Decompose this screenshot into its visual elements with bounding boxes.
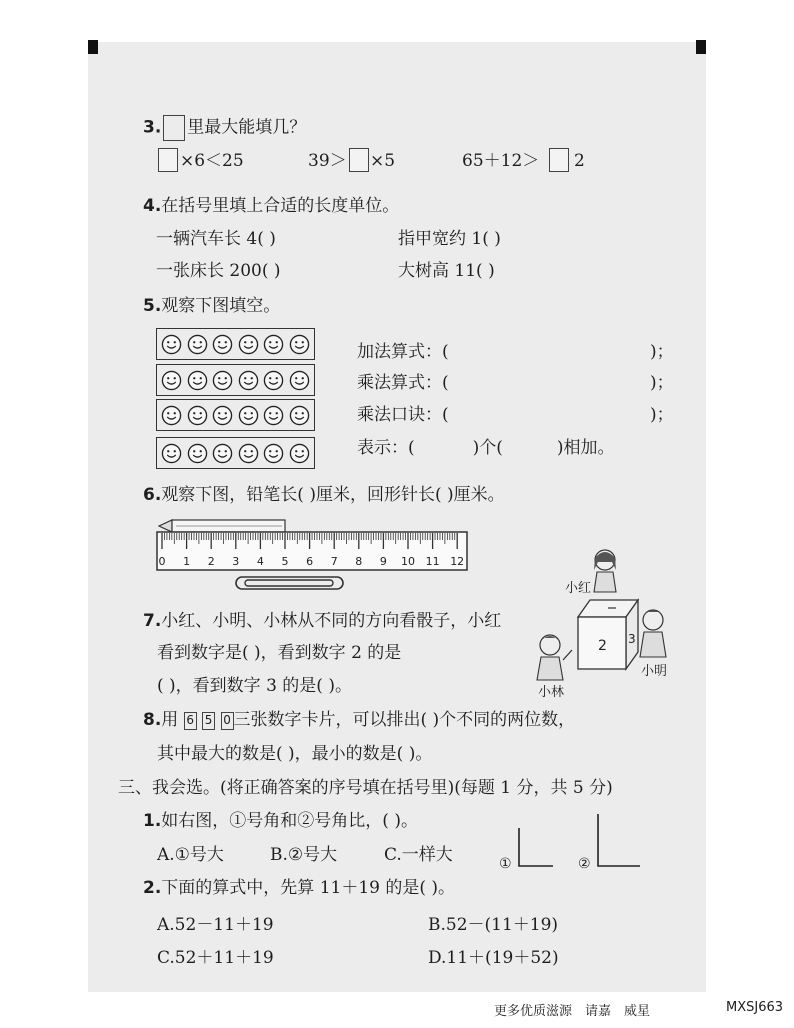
pencil: [159, 520, 285, 532]
smiley-row: [156, 437, 315, 469]
expression: 39＞: [308, 151, 347, 171]
smiley-icon: [289, 405, 310, 426]
boy-left-icon: [537, 635, 572, 680]
ruler-tick-label: 2: [207, 555, 215, 568]
smiley-icon: [263, 334, 284, 355]
smiley-icon: [263, 370, 284, 391]
bracket-close: )；: [650, 373, 674, 393]
expression: ×5: [370, 151, 396, 171]
addition-label: 加法算式：(: [357, 342, 449, 362]
smiley-icon: [289, 370, 310, 391]
smiley-icon: [161, 405, 182, 426]
multiplication-label: 乘法算式：(: [357, 373, 449, 393]
smiley-row: [156, 364, 315, 396]
smiley-icon: [238, 334, 259, 355]
angle-figure: [495, 800, 645, 872]
option-c[interactable]: C.52＋11＋19: [157, 948, 274, 968]
paper-clip: [236, 577, 343, 589]
expression: 65＋12＞: [462, 151, 540, 171]
option-a[interactable]: A.①号大: [157, 845, 224, 865]
smiley-icon: [161, 370, 182, 391]
option-b[interactable]: B.52－(11＋19): [428, 915, 559, 935]
ruler-tick-label: 8: [355, 555, 363, 568]
option-c[interactable]: C.一样大: [384, 845, 453, 865]
expression: ×6＜25: [180, 151, 244, 171]
smiley-icon: [161, 334, 182, 355]
expression: 2: [574, 151, 585, 171]
question-8-line1: 8.用 6 5 0 三张数字卡片，可以排出( )个不同的两位数，: [143, 710, 576, 730]
smiley-icon: [263, 405, 284, 426]
angle-1-label: ①: [499, 856, 512, 872]
bracket-close: )；: [650, 342, 674, 362]
ruler-tick-label: 12: [450, 555, 465, 568]
question-4-item: 一辆汽车长 4( ): [156, 229, 276, 249]
label-xiaohong: 小红: [565, 581, 592, 596]
boy-right-icon: [640, 610, 666, 657]
angle-2-label: ②: [578, 856, 591, 872]
smiley-row: [156, 399, 315, 431]
ruler-tick-label: 5: [281, 555, 289, 568]
footer-source: 更多优质滋源 请嘉 威星: [494, 1004, 651, 1019]
ruler-tick-label: 9: [379, 555, 387, 568]
question-4-item: 大树高 11( ): [398, 261, 495, 281]
smiley-icon: [161, 443, 182, 464]
question-7-line1: 7.小红、小明、小林从不同的方向看骰子，小红: [143, 611, 502, 631]
question-5-title: 5.观察下图填空。: [143, 296, 281, 316]
ruler-tick-label: 6: [306, 555, 314, 568]
ruler-tick-label: 7: [330, 555, 338, 568]
dice-face-front: 2: [598, 638, 607, 654]
ruler-tick-label: 3: [232, 555, 240, 568]
smiley-icon: [263, 443, 284, 464]
smiley-icon: [212, 405, 233, 426]
smiley-icon: [238, 370, 259, 391]
question-4-item: 指甲宽约 1( ): [398, 229, 501, 249]
smiley-icon: [212, 370, 233, 391]
answer-box[interactable]: [158, 148, 178, 172]
label-xiaoming: 小明: [641, 664, 668, 679]
ruler-figure: [150, 516, 480, 594]
smiley-icon: [238, 443, 259, 464]
angle-1: [519, 828, 553, 866]
question-6-line: 6.观察下图，铅笔长( )厘米，回形针长( )厘米。: [143, 485, 505, 505]
smiley-icon: [212, 334, 233, 355]
smiley-icon: [187, 334, 208, 355]
scan-corner-mark: [696, 40, 706, 54]
bracket-close: )；: [650, 405, 674, 425]
number-card: 5: [202, 712, 215, 730]
scan-corner-mark: [88, 40, 98, 54]
ruler-tick-label: 0: [158, 555, 166, 568]
footer-code: MXSJ663: [726, 1000, 784, 1015]
section3-q1: 1.如右图，①号角和②号角比，( )。: [143, 811, 418, 831]
smiley-icon: [212, 443, 233, 464]
smiley-row: [156, 328, 315, 360]
answer-box[interactable]: [349, 148, 369, 172]
question-3-line: 3. 里最大能填几？: [143, 115, 306, 141]
section3-q2: 2.下面的算式中，先算 11＋19 的是( )。: [143, 878, 456, 898]
smiley-icon: [238, 405, 259, 426]
question-8-line2: 其中最大的数是( )，最小的数是( )。: [157, 744, 433, 764]
section-3-title: 三、我会选。(将正确答案的序号填在括号里)(每题 1 分，共 5 分): [118, 778, 613, 798]
dice-figure: [528, 542, 678, 702]
dice-face-side: 3: [628, 632, 636, 646]
question-7-line2: 看到数字是( )，看到数字 2 的是: [157, 643, 402, 663]
smiley-icon: [187, 443, 208, 464]
blank-box: [163, 115, 185, 141]
question-4-item: 一张床长 200( ): [156, 261, 281, 281]
times-table-label: 乘法口诀：(: [357, 405, 449, 425]
answer-box[interactable]: [549, 148, 569, 172]
ruler-tick-label: 11: [425, 555, 440, 568]
angle-2: [598, 814, 640, 866]
smiley-icon: [289, 334, 310, 355]
option-a[interactable]: A.52－11＋19: [157, 915, 274, 935]
smiley-icon: [289, 443, 310, 464]
question-7-line3: ( )，看到数字 3 的是( )。: [157, 676, 352, 696]
number-card: 0: [221, 712, 234, 730]
ruler-tick-label: 1: [183, 555, 191, 568]
question-4-title: 4.在括号里填上合适的长度单位。: [143, 196, 400, 216]
number-card: 6: [184, 712, 197, 730]
label-xiaolin: 小林: [538, 685, 565, 700]
option-b[interactable]: B.②号大: [270, 845, 338, 865]
ruler-tick-label: 10: [401, 555, 415, 568]
smiley-icon: [187, 405, 208, 426]
represent-line: 表示：( )个( )相加。: [357, 438, 615, 458]
ruler-tick-label: 4: [256, 555, 264, 568]
smiley-icon: [187, 370, 208, 391]
option-d[interactable]: D.11＋(19＋52): [428, 948, 559, 968]
girl-icon: [594, 550, 616, 592]
